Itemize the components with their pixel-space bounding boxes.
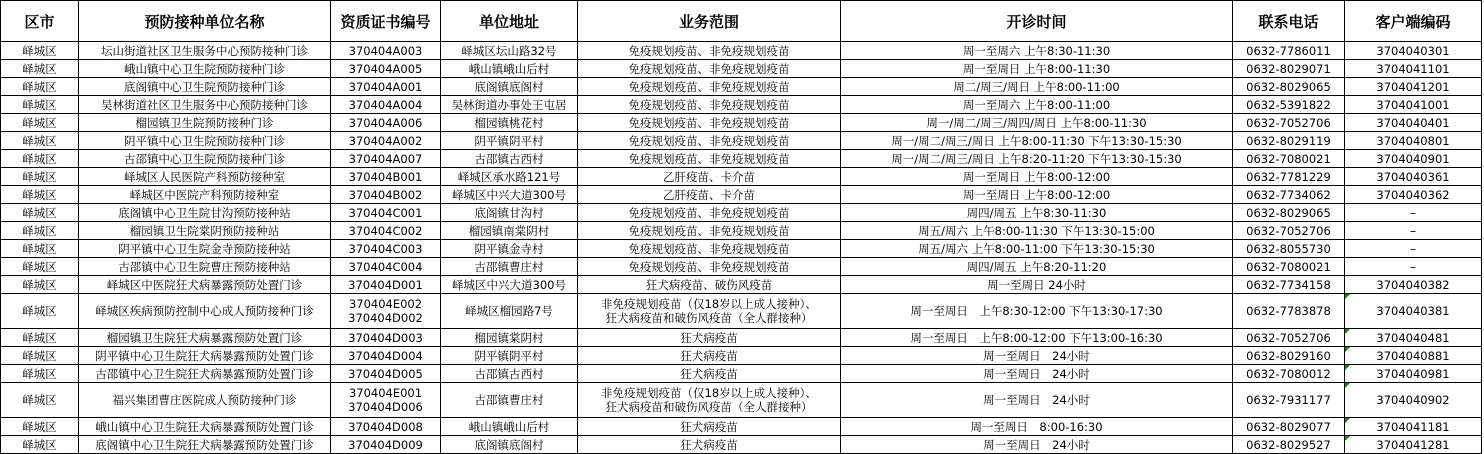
cell-unit-name[interactable]: 榴园镇卫生院棠阴预防接种站	[79, 222, 331, 240]
table-row	[1, 186, 1482, 204]
cell-district[interactable]: 峄城区	[1, 222, 79, 240]
cell-service-scope[interactable]: 免疫规划疫苗、非免疫规划疫苗	[578, 204, 841, 222]
cell-client-code[interactable]: –	[1345, 240, 1482, 258]
cell-unit-name[interactable]: 峄城区人民医院产科预防接种室	[79, 168, 331, 186]
table-row	[1, 60, 1482, 78]
scope-line: 狂犬病疫苗和破伤风疫苗（全人群接种）	[605, 400, 813, 414]
cell-cert-number[interactable]: 370404D005	[331, 365, 441, 383]
cell-client-code[interactable]: –	[1345, 204, 1482, 222]
cell-client-code[interactable]: –	[1345, 222, 1482, 240]
table-row	[1, 329, 1482, 347]
cell-service-scope[interactable]: 免疫规划疫苗、非免疫规划疫苗	[578, 132, 841, 150]
cell-district[interactable]: 峄城区	[1, 204, 79, 222]
cell-clinic-hours[interactable]: 周一至周日 24小时	[841, 365, 1233, 383]
cell-service-scope[interactable]: 狂犬病疫苗	[578, 365, 841, 383]
table-row	[1, 258, 1482, 276]
cell-clinic-hours[interactable]: 周一至周日 8:00-16:30	[841, 418, 1233, 436]
cell-phone[interactable]: 0632-8029119	[1233, 132, 1345, 150]
cell-clinic-hours[interactable]: 周二/周三/周日 上午8:00-11:00	[841, 78, 1233, 96]
header-row	[1, 1, 1482, 42]
table-row	[1, 78, 1482, 96]
cell-clinic-hours[interactable]: 周一/周二/周三/周日 上午8:00-11:30 下午13:30-15:30	[841, 132, 1233, 150]
cell-district[interactable]: 峄城区	[1, 383, 79, 418]
table-row	[1, 132, 1482, 150]
cell-clinic-hours[interactable]: 周一/周二/周三/周四/周日 上午8:00-11:30	[841, 114, 1233, 132]
cell-clinic-hours[interactable]: 周一至周六 上午8:30-11:30	[841, 42, 1233, 60]
cell-unit-name[interactable]: 阴平镇中心卫生院狂犬病暴露预防处置门诊	[79, 347, 331, 365]
cell-clinic-hours[interactable]: 周五/周六 上午8:00-11:30 下午13:30-15:00	[841, 222, 1233, 240]
cell-cert-number[interactable]: 370404D009	[331, 436, 441, 454]
cell-clinic-hours[interactable]: 周一至周日 上午8:30-12:00 下午13:30-17:30	[841, 294, 1233, 329]
cell-address[interactable]: 峨山镇峨山后村	[441, 60, 578, 78]
cell-unit-name[interactable]: 古邵镇中心卫生院预防接种门诊	[79, 150, 331, 168]
cell-unit-name[interactable]: 峄城区疾病预防控制中心成人预防接种门诊	[79, 294, 331, 329]
cert-line: 370404E001	[348, 386, 423, 400]
cell-client-code[interactable]: 3704040881	[1345, 347, 1482, 365]
cell-phone[interactable]: 0632-7052706	[1233, 329, 1345, 347]
cell-client-code[interactable]: 3704041101	[1345, 60, 1482, 78]
cell-district[interactable]: 峄城区	[1, 365, 79, 383]
scope-line: 狂犬病疫苗和破伤风疫苗（全人群接种）	[605, 311, 813, 325]
cell-cert-number[interactable]: 370404C003	[331, 240, 441, 258]
cell-address[interactable]: 底阁镇底阁村	[441, 436, 578, 454]
cell-phone[interactable]: 0632-8029071	[1233, 60, 1345, 78]
cell-service-scope[interactable]	[578, 294, 841, 329]
table-row	[1, 383, 1482, 418]
cell-clinic-hours[interactable]: 周一至周日 上午8:00-12:00	[841, 168, 1233, 186]
cell-phone[interactable]: 0632-7052706	[1233, 222, 1345, 240]
cell-service-scope[interactable]: 免疫规划疫苗、非免疫规划疫苗	[578, 60, 841, 78]
cell-unit-name[interactable]: 阴平镇中心卫生院预防接种门诊	[79, 132, 331, 150]
cell-cert-number[interactable]: 370404D001	[331, 276, 441, 294]
cell-clinic-hours[interactable]: 周一至周六 上午8:00-11:00	[841, 96, 1233, 114]
cell-address[interactable]: 阴平镇阴平村	[441, 132, 578, 150]
cell-service-scope[interactable]: 狂犬病疫苗	[578, 418, 841, 436]
cell-phone[interactable]: 0632-7781229	[1233, 168, 1345, 186]
cell-client-code[interactable]: 3704040981	[1345, 365, 1482, 383]
cell-address[interactable]: 底阁镇底阁村	[441, 78, 578, 96]
cell-address[interactable]: 峄城区承水路121号	[441, 168, 578, 186]
header-client-code[interactable]: 客户端编码	[1345, 1, 1482, 42]
cell-service-scope[interactable]: 免疫规划疫苗、非免疫规划疫苗	[578, 222, 841, 240]
table-row	[1, 276, 1482, 294]
cell-unit-name[interactable]: 福兴集团曹庄医院成人预防接种门诊	[79, 383, 331, 418]
cell-client-code[interactable]: 3704040382	[1345, 276, 1482, 294]
cell-cert-number[interactable]: 370404C002	[331, 222, 441, 240]
cell-service-scope[interactable]: 乙肝疫苗、卡介苗	[578, 168, 841, 186]
cell-unit-name[interactable]: 底阁镇中心卫生院预防接种门诊	[79, 78, 331, 96]
cell-district[interactable]: 峄城区	[1, 150, 79, 168]
cell-clinic-hours[interactable]: 周四/周五 上午8:30-11:30	[841, 204, 1233, 222]
cell-clinic-hours[interactable]: 周五/周六 上午8:00-11:00 下午13:30-15:30	[841, 240, 1233, 258]
cell-phone[interactable]: 0632-8029527	[1233, 436, 1345, 454]
cell-service-scope[interactable]: 免疫规划疫苗、非免疫规划疫苗	[578, 42, 841, 60]
scope-line: 非免疫规划疫苗（仅18岁以上成人接种）、	[601, 297, 817, 311]
cell-cert-number[interactable]: 370404A006	[331, 114, 441, 132]
cell-district[interactable]: 峄城区	[1, 276, 79, 294]
cell-cert-number[interactable]: 370404C001	[331, 204, 441, 222]
cell-phone[interactable]: 0632-5391822	[1233, 96, 1345, 114]
cell-district[interactable]: 峄城区	[1, 132, 79, 150]
cell-district[interactable]: 峄城区	[1, 240, 79, 258]
cell-unit-name[interactable]: 吴林街道社区卫生服务中心预防接种门诊	[79, 96, 331, 114]
cell-service-scope[interactable]: 狂犬病疫苗	[578, 329, 841, 347]
cell-address[interactable]: 峄城区榴园路7号	[441, 294, 578, 329]
cell-phone[interactable]: 0632-7783878	[1233, 294, 1345, 329]
cell-unit-name[interactable]: 底阁镇中心卫生院甘沟预防接种站	[79, 204, 331, 222]
cell-clinic-hours[interactable]: 周一至周日 上午8:00-12:00 下午13:00-16:30	[841, 329, 1233, 347]
header-service-scope[interactable]: 业务范围	[578, 1, 841, 42]
header-clinic-hours[interactable]: 开诊时间	[841, 1, 1233, 42]
cell-cert-number[interactable]: 370404D003	[331, 329, 441, 347]
cell-service-scope[interactable]: 狂犬病疫苗	[578, 347, 841, 365]
cell-unit-name[interactable]: 坛山街道社区卫生服务中心预防接种门诊	[79, 42, 331, 60]
cell-district[interactable]: 峄城区	[1, 329, 79, 347]
cell-client-code[interactable]: 3704041181	[1345, 418, 1482, 436]
cell-service-scope[interactable]	[578, 383, 841, 418]
cell-service-scope[interactable]: 免疫规划疫苗、非免疫规划疫苗	[578, 240, 841, 258]
cell-cert-number[interactable]: 370404B001	[331, 168, 441, 186]
cell-address[interactable]: 古邵镇曹庄村	[441, 383, 578, 418]
cell-cert-number[interactable]: 370404A004	[331, 96, 441, 114]
table-row	[1, 365, 1482, 383]
cell-district[interactable]: 峄城区	[1, 436, 79, 454]
table-row	[1, 114, 1482, 132]
cell-address[interactable]: 阴平镇金寺村	[441, 240, 578, 258]
cell-client-code[interactable]: 3704040401	[1345, 114, 1482, 132]
cell-client-code[interactable]: 3704041281	[1345, 436, 1482, 454]
cell-unit-name[interactable]: 峨山镇中心卫生院预防接种门诊	[79, 60, 331, 78]
cell-cert-number[interactable]: 370404D004	[331, 347, 441, 365]
cell-client-code[interactable]: 3704040301	[1345, 42, 1482, 60]
cell-cert-number[interactable]: 370404A005	[331, 60, 441, 78]
cell-client-code[interactable]: 3704040902	[1345, 383, 1482, 418]
cell-district[interactable]: 峄城区	[1, 96, 79, 114]
table-row	[1, 150, 1482, 168]
cell-district[interactable]: 峄城区	[1, 418, 79, 436]
cell-unit-name[interactable]: 峨山镇中心卫生院狂犬病暴露预防处置门诊	[79, 418, 331, 436]
cell-district[interactable]: 峄城区	[1, 294, 79, 329]
cell-phone[interactable]: 0632-7052706	[1233, 114, 1345, 132]
header-phone[interactable]: 联系电话	[1233, 1, 1345, 42]
cell-client-code[interactable]: 3704040381	[1345, 294, 1482, 329]
cell-address[interactable]: 榴园镇桃花村	[441, 114, 578, 132]
table-row	[1, 436, 1482, 454]
cell-unit-name[interactable]: 峄城区中医院产科预防接种室	[79, 186, 331, 204]
cell-unit-name[interactable]: 榴园镇卫生院狂犬病暴露预防处置门诊	[79, 329, 331, 347]
cell-service-scope[interactable]: 免疫规划疫苗、非免疫规划疫苗	[578, 150, 841, 168]
scope-line: 非免疫规划疫苗（仅18岁以上成人接种）、	[601, 386, 817, 400]
cell-phone[interactable]: 0632-7080021	[1233, 258, 1345, 276]
cell-address[interactable]: 古邵镇古西村	[441, 365, 578, 383]
cell-cert-number[interactable]: 370404B002	[331, 186, 441, 204]
cell-client-code[interactable]: 3704040481	[1345, 329, 1482, 347]
cell-client-code[interactable]: 3704041201	[1345, 78, 1482, 96]
table-row	[1, 204, 1482, 222]
cell-cert-number[interactable]	[331, 383, 441, 418]
cell-clinic-hours[interactable]: 周一/周二/周三/周日 上午8:20-11:20 下午13:30-15:30	[841, 150, 1233, 168]
cell-phone[interactable]: 0632-7786011	[1233, 42, 1345, 60]
cell-district[interactable]: 峄城区	[1, 258, 79, 276]
cell-service-scope[interactable]: 乙肝疫苗、卡介苗	[578, 186, 841, 204]
cell-clinic-hours[interactable]: 周一至周日 24小时	[841, 383, 1233, 418]
cell-phone[interactable]: 0632-7734158	[1233, 276, 1345, 294]
table-row	[1, 96, 1482, 114]
cell-unit-name[interactable]: 底阁镇中心卫生院狂犬病暴露预防处置门诊	[79, 436, 331, 454]
cell-address[interactable]: 峨山镇峨山后村	[441, 418, 578, 436]
cell-clinic-hours[interactable]: 周一至周日 上午8:00-12:00	[841, 186, 1233, 204]
cell-district[interactable]: 峄城区	[1, 60, 79, 78]
cell-cert-number[interactable]: 370404A003	[331, 42, 441, 60]
cell-phone[interactable]: 0632-8029077	[1233, 418, 1345, 436]
cell-unit-name[interactable]: 峄城区中医院狂犬病暴露预防处置门诊	[79, 276, 331, 294]
cell-phone[interactable]: 0632-7931177	[1233, 383, 1345, 418]
cell-address[interactable]: 峄城区中兴大道300号	[441, 186, 578, 204]
cell-clinic-hours[interactable]: 周一至周日 24小时	[841, 436, 1233, 454]
cell-cert-number[interactable]: 370404A007	[331, 150, 441, 168]
cell-service-scope[interactable]: 狂犬病疫苗	[578, 436, 841, 454]
table-row	[1, 42, 1482, 60]
table-row	[1, 347, 1482, 365]
cell-unit-name[interactable]: 阴平镇中心卫生院金寺预防接种站	[79, 240, 331, 258]
cell-district[interactable]: 峄城区	[1, 186, 79, 204]
cell-client-code[interactable]: 3704040361	[1345, 168, 1482, 186]
cell-district[interactable]: 峄城区	[1, 42, 79, 60]
cell-phone[interactable]: 0632-8029065	[1233, 204, 1345, 222]
cell-address[interactable]: 峄城区坛山路32号	[441, 42, 578, 60]
cell-service-scope[interactable]: 免疫规划疫苗、非免疫规划疫苗	[578, 114, 841, 132]
cell-district[interactable]: 峄城区	[1, 114, 79, 132]
cell-cert-number[interactable]: 370404A002	[331, 132, 441, 150]
cert-line: 370404D002	[348, 311, 423, 325]
cell-address[interactable]: 古邵镇曹庄村	[441, 258, 578, 276]
cell-unit-name[interactable]: 古邵镇中心卫生院曹庄预防接种站	[79, 258, 331, 276]
cell-service-scope[interactable]: 狂犬病疫苗、破伤风疫苗	[578, 276, 841, 294]
cell-clinic-hours[interactable]: 周四/周五 上午8:20-11:20	[841, 258, 1233, 276]
cell-district[interactable]: 峄城区	[1, 168, 79, 186]
cell-cert-number[interactable]: 370404D008	[331, 418, 441, 436]
header-address[interactable]: 单位地址	[441, 1, 578, 42]
cert-line: 370404E002	[348, 297, 423, 311]
table-row	[1, 240, 1482, 258]
cell-address[interactable]: 底阁镇甘沟村	[441, 204, 578, 222]
cell-client-code[interactable]: 3704040362	[1345, 186, 1482, 204]
cell-district[interactable]: 峄城区	[1, 78, 79, 96]
cell-address[interactable]: 榴园镇南棠阴村	[441, 222, 578, 240]
cert-line: 370404D006	[348, 400, 423, 414]
cell-phone[interactable]: 0632-7080012	[1233, 365, 1345, 383]
cell-phone[interactable]: 0632-7734062	[1233, 186, 1345, 204]
cell-phone[interactable]: 0632-8029065	[1233, 78, 1345, 96]
cell-address[interactable]: 阴平镇阴平村	[441, 347, 578, 365]
cell-unit-name[interactable]: 榴园镇卫生院预防接种门诊	[79, 114, 331, 132]
cell-service-scope[interactable]: 免疫规划疫苗、非免疫规划疫苗	[578, 96, 841, 114]
cell-service-scope[interactable]: 免疫规划疫苗、非免疫规划疫苗	[578, 78, 841, 96]
cell-service-scope[interactable]: 免疫规划疫苗、非免疫规划疫苗	[578, 258, 841, 276]
header-cert-number[interactable]: 资质证书编号	[331, 1, 441, 42]
table-row	[1, 222, 1482, 240]
cell-client-code[interactable]: 3704040901	[1345, 150, 1482, 168]
cell-phone[interactable]: 0632-8055730	[1233, 240, 1345, 258]
cell-address[interactable]: 峄城区中兴大道300号	[441, 276, 578, 294]
cell-cert-number[interactable]: 370404A001	[331, 78, 441, 96]
cell-address[interactable]: 吴林街道办事处王屯居	[441, 96, 578, 114]
table-row	[1, 168, 1482, 186]
cell-clinic-hours[interactable]: 周一至周日 24小时	[841, 347, 1233, 365]
cell-client-code[interactable]: –	[1345, 258, 1482, 276]
cell-cert-number[interactable]	[331, 294, 441, 329]
header-district[interactable]: 区市	[1, 1, 79, 42]
cell-client-code[interactable]: 3704041001	[1345, 96, 1482, 114]
table-row	[1, 294, 1482, 329]
cell-district[interactable]: 峄城区	[1, 347, 79, 365]
cell-clinic-hours[interactable]: 周一至周日 24小时	[841, 276, 1233, 294]
header-unit-name[interactable]: 预防接种单位名称	[79, 1, 331, 42]
cell-phone[interactable]: 0632-8029160	[1233, 347, 1345, 365]
cell-address[interactable]: 榴园镇棠阴村	[441, 329, 578, 347]
cell-address[interactable]: 古邵镇古西村	[441, 150, 578, 168]
cell-clinic-hours[interactable]: 周一至周日 上午8:00-11:30	[841, 60, 1233, 78]
cell-cert-number[interactable]: 370404C004	[331, 258, 441, 276]
table-row	[1, 418, 1482, 436]
cell-phone[interactable]: 0632-7080021	[1233, 150, 1345, 168]
cell-client-code[interactable]: 3704040801	[1345, 132, 1482, 150]
cell-unit-name[interactable]: 古邵镇中心卫生院狂犬病暴露预防处置门诊	[79, 365, 331, 383]
